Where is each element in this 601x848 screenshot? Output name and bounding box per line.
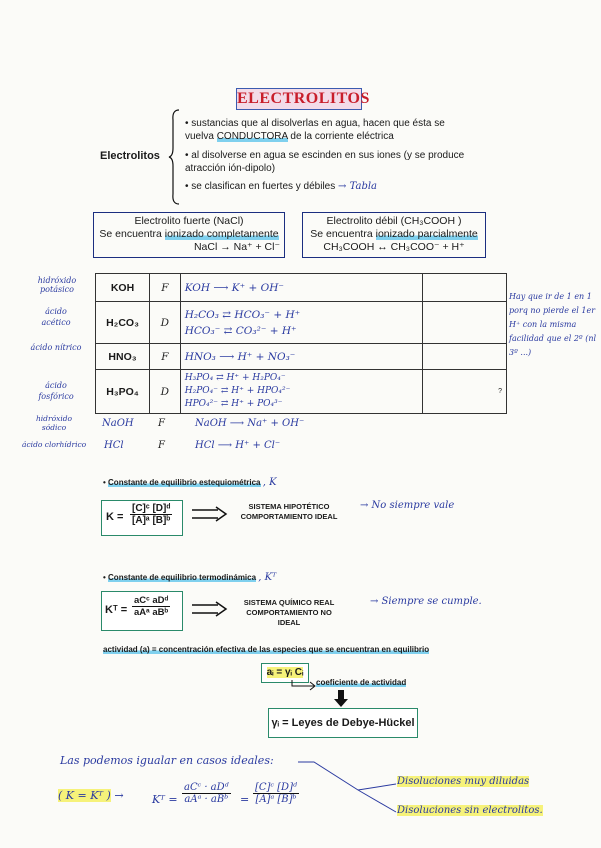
activity-formula: aᵢ = γᵢ Cᵢ: [261, 663, 309, 683]
extra-type-2: F: [158, 440, 165, 451]
table-row: KOH F KOH ⟶ K⁺ + OH⁻: [96, 274, 507, 302]
k-stoich-box: K = $\frac{\text{[C]ᶜ [D]ᵈ}}{\text{[A]ᵃ [B]ᵇ}}$: [101, 500, 183, 536]
k-stoich-note: → No siempre vale: [360, 500, 455, 511]
debye-huckel-box: γᵢ = Leyes de Debye-Hückel: [268, 708, 418, 738]
down-arrow-icon: [334, 690, 348, 708]
k-equals-kt: ( K = Kᵀ ) →: [58, 789, 124, 802]
strong-electrolyte-box: Electrolito fuerte (NaCl) Se encuentra ionizado completamente NaCl → Na⁺ + Cl⁻: [93, 212, 285, 258]
bullet-2: • al disolverse en agua se escinden en sus iones (y se produce atracción ión-dipolo): [185, 150, 465, 174]
row-name-2: ácido acético: [41, 307, 71, 327]
k-thermo-box: Kᵀ = aCᶜ aDᵈ aAᵃ aBᵇ: [101, 591, 183, 631]
branch-lines: [298, 760, 398, 820]
implies-arrow-icon: [190, 601, 230, 617]
case-1: Disoluciones muy diluidas: [397, 776, 530, 787]
extra-type-1: F: [158, 418, 165, 429]
bottom-heading: Las podemos igualar en casos ideales:: [60, 754, 274, 767]
row-name-3: ácido nítrico: [30, 343, 82, 352]
row-name-1: hidróxido potásico: [37, 276, 77, 294]
bottom-kt: Kᵀ =: [152, 793, 178, 806]
brace-icon: [168, 108, 180, 206]
row-name-5: hidróxido sódico: [35, 414, 73, 432]
k-thermo-note: → Siempre se cumple.: [370, 596, 482, 607]
activity-definition: actividad (a) = concentración efectiva de las especies que se encuentran en equilibrio: [103, 645, 430, 654]
side-note: Hay que ir de 1 en 1 porq no pierde el 1er H⁺ con la misma facilidad que el 2º (nl 3º ...): [509, 292, 597, 357]
k-thermo-desc: SISTEMA QUÍMICO REAL COMPORTAMIENTO NO IDEAL: [243, 598, 335, 627]
extra-formula-1: NaOH: [102, 418, 134, 429]
table-row: HNO₃ F HNO₃ ⟶ H⁺ + NO₃⁻: [96, 344, 507, 370]
electrolitos-label: Electrolitos: [100, 150, 160, 162]
bullet-1: • sustancias que al disolverlas en agua, hacen que ésta se vuelva CONDUCTORA de la corriente eléctrica: [185, 118, 445, 142]
k-stoich-label: • Constante de equilibrio estequiométrica , K: [103, 477, 277, 488]
electrolyte-table: [95, 273, 507, 414]
k-stoich-desc: SISTEMA HIPOTÉTICO COMPORTAMIENTO IDEAL: [240, 502, 338, 521]
weak-electrolyte-box: Electrolito débil (CH₃COOH ) Se encuentra ionizado parcialmente CH₃COOH ↔ CH₃COO⁻ + H⁺: [302, 212, 486, 258]
coef-label: coeficiente de actividad: [316, 678, 407, 687]
implies-arrow-icon: [190, 506, 230, 522]
extra-reaction-1: NaOH ⟶ Na⁺ + OH⁻: [195, 418, 305, 429]
row-name-6: ácido clorhídrico: [22, 440, 87, 449]
k-thermo-label: • Constante de equilibrio termodinámica , Kᵀ: [103, 572, 277, 583]
table-row: H₂CO₃ D H₂CO₃ ⇄ HCO₃⁻ + H⁺ HCO₃⁻ ⇄ CO₃²⁻ + H⁺: [96, 302, 507, 344]
bullet-3: • se clasifican en fuertes y débiles → Tabla: [185, 181, 378, 192]
extra-reaction-2: HCl ⟶ H⁺ + Cl⁻: [195, 440, 281, 451]
bottom-equals: =: [240, 793, 250, 806]
bottom-activity-fraction: aCᶜ · aDᵈ aAᵃ · aBᵇ: [184, 782, 229, 805]
case-2: Disoluciones sin electrolitos.: [397, 805, 543, 816]
extra-formula-2: HCl: [104, 440, 124, 451]
bottom-conc-fraction: $\frac{\text{[C]ᶜ [D]ᵈ}}{\text{[A]ᵃ [B]ᵇ}}$: [255, 782, 297, 805]
page-title: ELECTROLITOS: [236, 88, 362, 110]
table-row: H₃PO₄ D H₃PO₄ ⇄ H⁺ + H₂PO₄⁻ H₂PO₄⁻ ⇄ H⁺ + HPO₄²⁻ HPO₄²⁻ ⇄ H⁺ + PO₄³⁻ ?: [96, 370, 507, 414]
row-name-4: ácido fosfórico: [38, 381, 74, 401]
